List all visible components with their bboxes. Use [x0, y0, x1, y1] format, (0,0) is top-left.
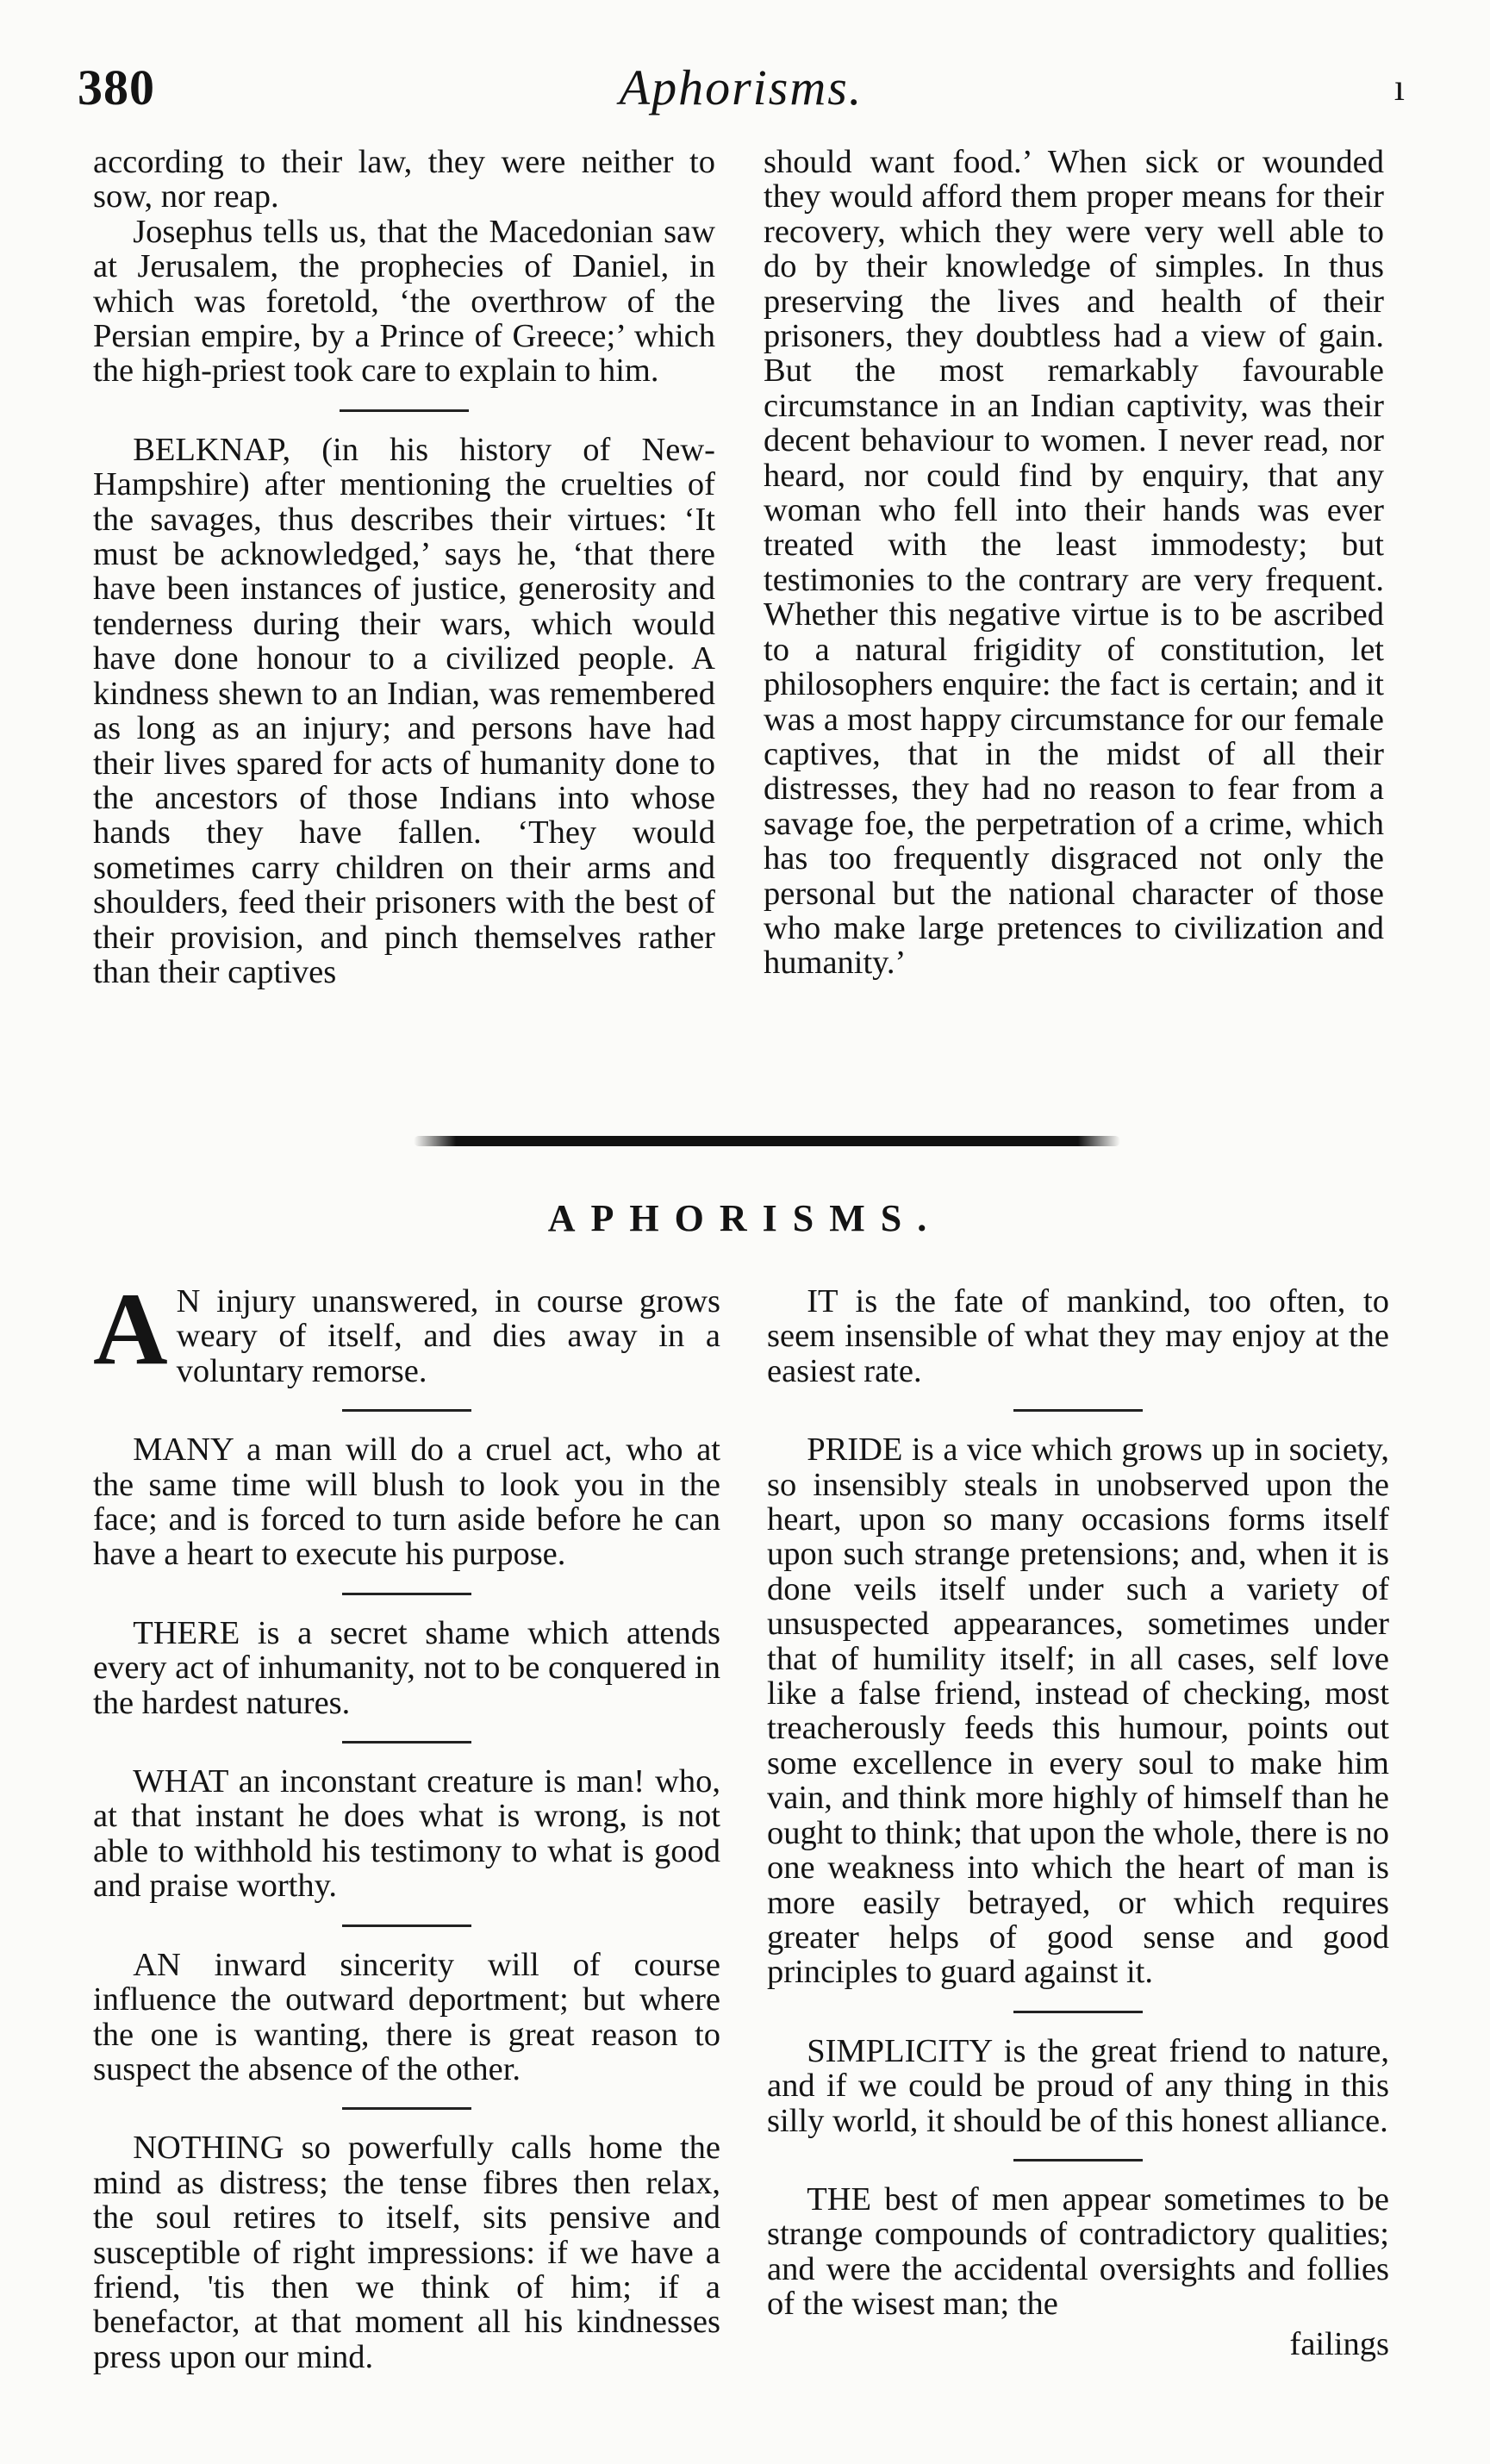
- aphorisms-right-column: [767, 1284, 1389, 2361]
- running-head: Aphorisms.: [619, 59, 863, 115]
- divider: [342, 1924, 471, 1927]
- paragraph: should want food.’ When sick or wounded they would afford them proper means for their recovery, which they were very well able to do by their knowledge of simples. In thus preserving the lives and health of their prisoners, they doubtless had a view of gain. But the most remarkably favourable circumstance in an Indian captivity, was their decent behaviour to women. I never read, nor heard, nor could find by enquiry, that any woman who fell into their hands was ever treated with the least immodesty; but testimonies to the contrary are very frequent. Whether this negative virtue is to be ascribed to a natural frigidity of constitution, let philosophers enquire: the fact is certain; and it was a most happy circumstance for our female captives, that in the midst of all their distresses, they had no reason to fear from a savage foe, the perpetration of a crime, which has too frequently disgraced not only the personal but the national character of those who make large pretences to civilization and humanity.’: [764, 144, 1384, 982]
- margin-mark: ı: [1393, 66, 1405, 109]
- drop-cap: A: [93, 1271, 168, 1386]
- aphorism: THE best of men appear sometimes to be strange compounds of contradictory qualities; and were the accidental oversights and follies of the wisest man; the: [767, 2180, 1389, 2323]
- aphorism: IT is the fate of mankind, too often, to seem insensible of what they may enjoy at the easiest rate.: [767, 1283, 1389, 1389]
- aphorism: [93, 1271, 720, 1389]
- page-number: 380: [78, 59, 155, 115]
- page-header: [78, 59, 1405, 136]
- aphorism: WHAT an inconstant creature is man! who, at that instant he does what is wrong, is not able to withhold his testimony to what is good and praise worthy.: [93, 1763, 720, 1905]
- top-left-column: [93, 145, 715, 989]
- divider: [342, 1593, 471, 1595]
- section-divider: [414, 1136, 1120, 1146]
- section-title: APHORISMS.: [547, 1197, 943, 1239]
- divider: [342, 1741, 471, 1744]
- paragraph: BELKNAP, (in his history of New-Hampshire) after mentioning the cruelties of the savages, thus describes their virtues: ‘It must be acknowledged,’ says he, ‘that there have been instances of justice, generosity and tenderness during their wars, which would have done honour to a civilized people. A kindness shewn to an Indian, was remembered as long as an injury; and persons have had their lives spared for acts of humanity done to the ancestors of those Indians into whose hands they have fallen. ‘They would sometimes carry children on their arms and shoulders, feed their prisoners with the best of their provision, and pinch themselves rather than their captives: [93, 431, 715, 990]
- aphorism: PRIDE is a vice which grows up in society, so insensibly steals in unobserved upon the heart, upon so many occasions forms itself upon such strange pretensions; and, when it is done veils itself under such a variety of unsuspected appearances, sometimes under that of humility itself; in all cases, self love like a false friend, instead of checking, most treacherously feeds this humour, points out some excellence in every soul to make him vain, and think more highly of himself than he ought to think; that upon the whole, there is no one weakness into which the heart of man is more easily betrayed, or which requires greater helps of good sense and good principles to guard against it.: [767, 1432, 1389, 1991]
- aphorism: NOTHING so powerfully calls home the mind as distress; the tense fibres then relax, the soul retires to itself, sits pensive and susceptible of right impressions: if we have a friend, 'tis then we think of him; if a benefactor, at that moment all his kindnesses press upon our mind.: [93, 2130, 720, 2375]
- aphorism: MANY a man will do a cruel act, who at the same time will blush to look you in the face; and is forced to turn aside before he can have a heart to execute his purpose.: [93, 1432, 720, 1573]
- paragraph: according to their law, they were neither to sow, nor reap.: [93, 144, 715, 215]
- divider: [1013, 2011, 1143, 2013]
- divider: [1013, 2159, 1143, 2161]
- aphorism: SIMPLICITY is the great friend to nature, and if we could be proud of any thing in this silly world, it should be of this honest alliance.: [767, 2032, 1389, 2139]
- divider: [340, 409, 469, 412]
- aphorism: AN inward sincerity will of course influence the outward deportment; but where the one is wanting, there is great reason to suspect the absence of the other.: [93, 1946, 720, 2087]
- divider: [342, 2107, 471, 2110]
- catchword: failings: [1289, 2325, 1389, 2362]
- aphorism-text: N injury unanswered, in course grows weary of itself, and dies away in a voluntary remorse.: [176, 1283, 720, 1389]
- aphorisms-left-column: [93, 1271, 720, 2375]
- aphorism: THERE is a secret shame which attends every act of inhumanity, not to be conquered in the hardest natures.: [93, 1614, 720, 1721]
- divider: [1013, 1409, 1143, 1412]
- top-right-column: [764, 145, 1384, 981]
- divider: [342, 1409, 471, 1412]
- paragraph: Josephus tells us, that the Macedonian saw at Jerusalem, the prophecies of Daniel, in which was foretold, ‘the overthrow of the Persian empire, by a Prince of Greece;’ which the high-priest took care to explain to him.: [93, 213, 715, 390]
